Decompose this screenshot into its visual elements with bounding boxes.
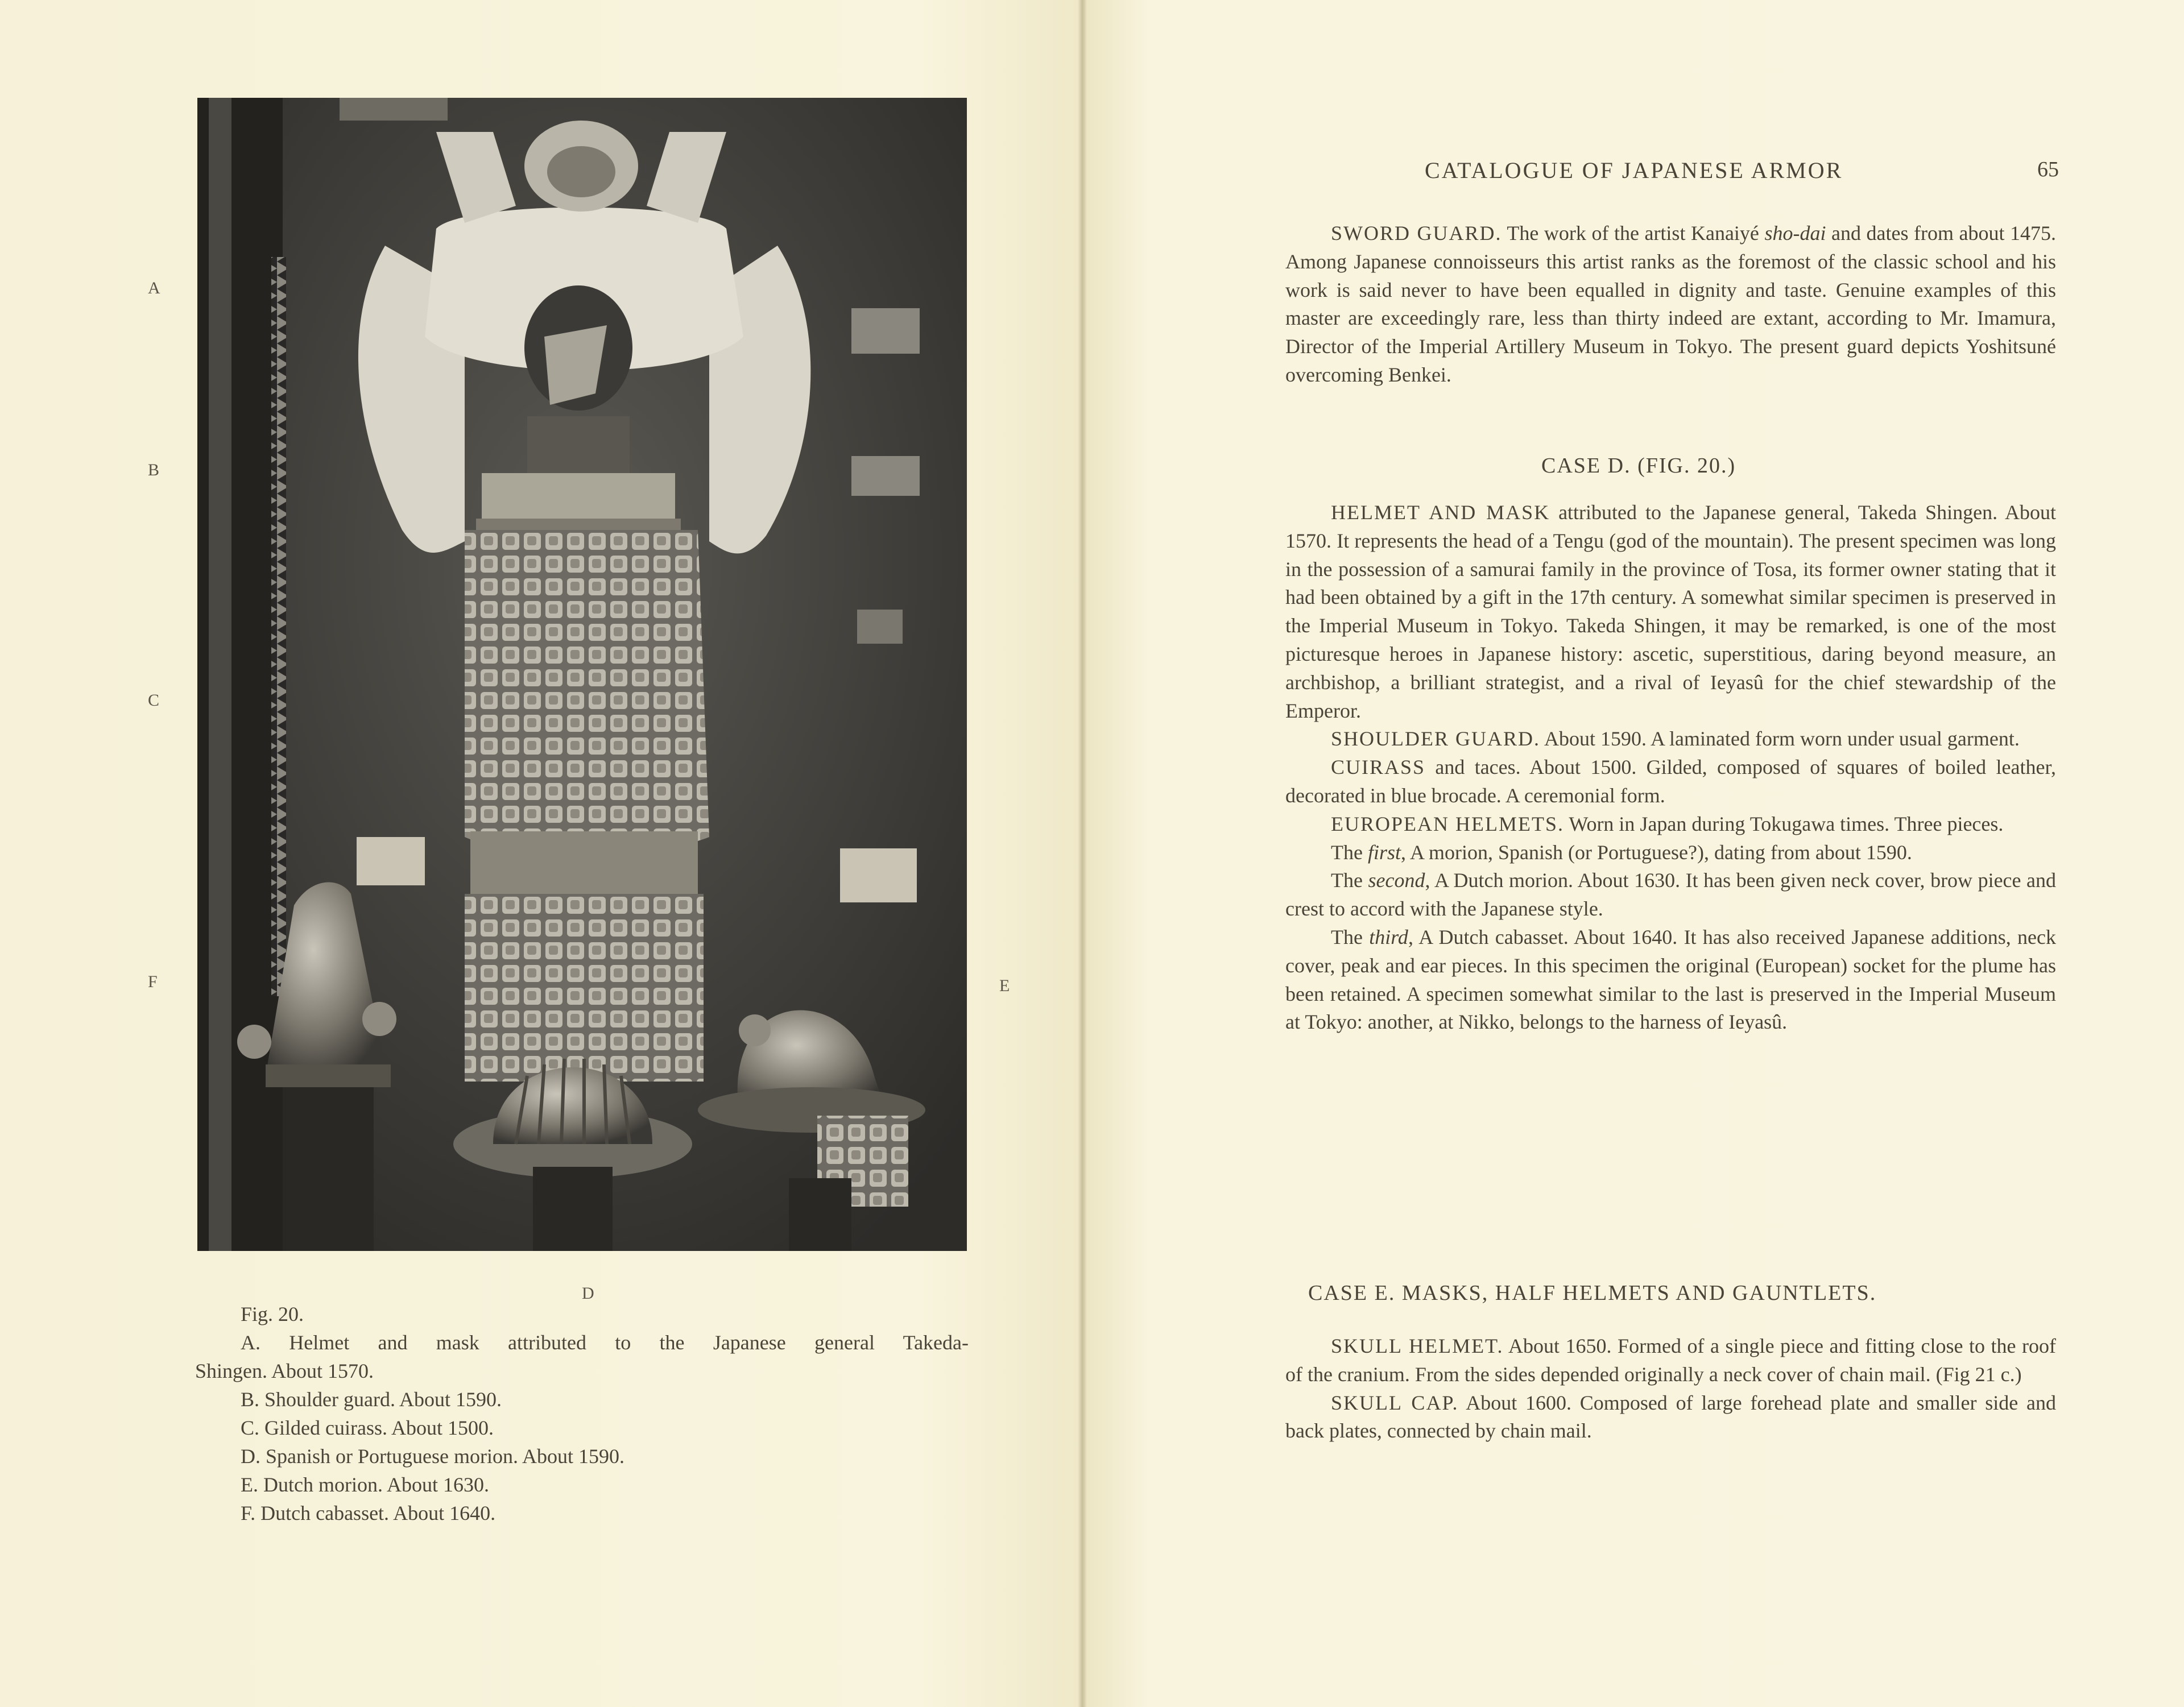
third-helmet-entry bbox=[1285, 923, 2056, 1037]
case-e-entries bbox=[1285, 1332, 2056, 1445]
entry-heading: CUIRASS bbox=[1331, 756, 1426, 779]
caption-item-e: E. Dutch morion. About 1630. bbox=[241, 1473, 489, 1496]
european-helmets-entry bbox=[1285, 810, 2056, 839]
margin-letter-f: F bbox=[148, 972, 158, 991]
case-d-entries bbox=[1285, 499, 2056, 1037]
shoulder-guard-entry bbox=[1285, 725, 2056, 753]
margin-letter-e: E bbox=[999, 976, 1011, 995]
armor-case-photograph bbox=[197, 98, 967, 1251]
armor-photo-drawing bbox=[197, 98, 967, 1251]
margin-letter-a: A bbox=[148, 279, 161, 297]
caption-item-d: D. Spanish or Portuguese morion. About 1590. bbox=[241, 1445, 624, 1468]
caption-item-a: A. Helmet and mask attributed to the Japanese general Takeda- bbox=[241, 1331, 969, 1354]
entry-italic: first bbox=[1367, 840, 1401, 864]
entry-text: Worn in Japan during Tokugawa times. Three pieces. bbox=[1564, 812, 2004, 835]
book-gutter bbox=[1078, 0, 1087, 1707]
entry-text: The work of the artist Kanaiyé bbox=[1502, 222, 1765, 245]
sword-guard-entry bbox=[1285, 219, 2056, 390]
caption-item-c: C. Gilded cuirass. About 1500. bbox=[241, 1416, 494, 1439]
margin-letter-b: B bbox=[148, 461, 160, 479]
entry-text: About 1650. Formed of a single piece and fitting close to the roof of the cranium. From the sides depended originally a neck cover of chain mail. (Fig 21 c.) bbox=[1285, 1335, 2056, 1386]
entry-heading: SHOULDER GUARD. bbox=[1331, 727, 1541, 751]
figure-caption bbox=[195, 1300, 969, 1527]
case-e-heading: CASE E. MASKS, HALF HELMETS AND GAUNTLETS. bbox=[1308, 1281, 1877, 1305]
case-d-heading: CASE D. (FIG. 20.) bbox=[1541, 454, 1736, 478]
entry-text: and taces. About 1500. Gilded, composed of squares of boiled leather, decorated in blue brocade. A ceremonial form. bbox=[1285, 756, 2056, 807]
entry-italic: third bbox=[1369, 925, 1408, 948]
entry-text: , A Dutch morion. About 1630. It has been given neck cover, brow piece and crest to accord with the Japanese style. bbox=[1285, 869, 2057, 921]
entry-italic: second bbox=[1368, 869, 1425, 892]
caption-item-a-continued: Shingen. About 1570. bbox=[195, 1360, 374, 1382]
entry-text: The bbox=[1331, 840, 1368, 864]
entry-heading: EUROPEAN HELMETS. bbox=[1331, 812, 1564, 835]
caption-item-b: B. Shoulder guard. About 1590. bbox=[241, 1388, 502, 1411]
caption-item-f: F. Dutch cabasset. About 1640. bbox=[241, 1502, 496, 1524]
entry-text: attributed to the Japanese general, Takeda Shingen. About 1570. It represents the head of a Tengu (god of the mountain). The present specimen was long in the possession of a samurai family in the province of Tosa, its former owner stating that it had been obtained by a gift in the 17th century. A somewhat similar specimen is preserved in the Imperial Museum in Tokyo. Takeda Shingen, it may be remarked, is one of the most picturesque heroes in Japanese history: ascetic, superstitious, daring beyond measure, an archbishop, a brilliant strategist, and a rival of Ieyasû for the chief stewardship of the Emperor. bbox=[1285, 501, 2056, 722]
helmet-mask-entry bbox=[1285, 499, 2056, 725]
margin-letter-c: C bbox=[148, 691, 160, 710]
second-helmet-entry bbox=[1285, 867, 2056, 923]
skull-helmet-entry bbox=[1285, 1332, 2056, 1389]
entry-heading: SWORD GUARD. bbox=[1331, 222, 1502, 245]
entry-text: and dates from about 1475. Among Japanese connoisseurs this artist ranks as the foremost of the classic school and his work is said never to have been equalled in dignity and taste. Genuine examples of this master are exceedingly rare, less than thirty indeed are extant, according to Mr. Imamura, Director of the Imperial Artillery Museum in Tokyo. The present guard depicts Yoshitsuné overcoming Benkei. bbox=[1285, 222, 2057, 386]
entry-text: The bbox=[1331, 869, 1368, 892]
running-head: CATALOGUE OF JAPANESE ARMOR bbox=[1425, 158, 1843, 183]
entry-text: The bbox=[1331, 925, 1370, 948]
skull-cap-entry bbox=[1285, 1389, 2056, 1446]
entry-text: About 1590. A laminated form worn under usual garment. bbox=[1540, 727, 2020, 751]
entry-italic: sho-dai bbox=[1764, 222, 1826, 245]
entry-text: , A morion, Spanish (or Portuguese?), dating from about 1590. bbox=[1401, 840, 1912, 864]
margin-letter-d: D bbox=[582, 1284, 595, 1303]
cuirass-entry bbox=[1285, 753, 2056, 810]
figure-number: Fig. 20. bbox=[241, 1303, 304, 1325]
entry-text: , A Dutch cabasset. About 1640. It has also received Japanese additions, neck cover, peak and ear pieces. In this specimen the original (European) socket for the plume has been retained. A specimen somewhat similar to the last is preserved in the Imperial Museum at Tokyo: another, at Nikko, belongs to the harness of Ieyasû. bbox=[1285, 925, 2056, 1034]
entry-heading: SKULL CAP. bbox=[1331, 1391, 1459, 1414]
first-helmet-entry bbox=[1285, 839, 2056, 867]
entry-heading: SKULL HELMET. bbox=[1331, 1335, 1504, 1357]
entry-text: About 1600. Composed of large forehead plate and smaller side and back plates, connected by chain mail. bbox=[1285, 1391, 2057, 1443]
entry-heading: HELMET AND MASK bbox=[1331, 501, 1550, 524]
page-number: 65 bbox=[2037, 158, 2059, 181]
